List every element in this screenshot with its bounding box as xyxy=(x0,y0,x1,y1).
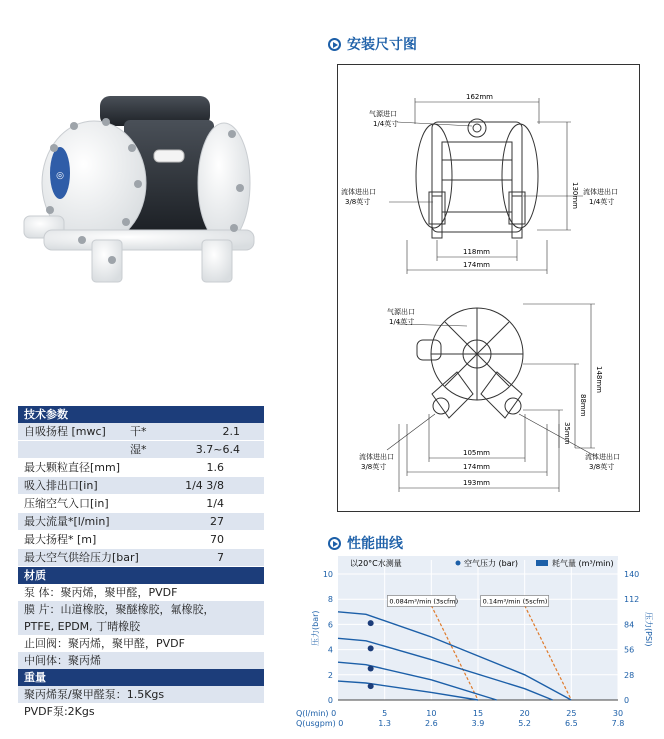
spec-row xyxy=(18,477,264,495)
material-item: PTFE, EPDM, 丁晴橡胶 xyxy=(18,618,264,635)
material-item: 止回阀：聚丙烯，聚甲醛，PVDF xyxy=(24,637,185,650)
x-tick-lmin: 10 xyxy=(426,709,437,718)
spec-row xyxy=(18,531,264,549)
spec-label: 最大空气供给压力[bar] xyxy=(24,551,139,564)
legend-air-pressure: 空气压力 (bar) xyxy=(464,559,519,568)
install-title-text: 安装尺寸图 xyxy=(347,37,417,53)
label-air-in: 气源进口 xyxy=(369,110,397,118)
spec-row xyxy=(18,495,264,513)
spec-label: 最大流量*[l/min] xyxy=(24,515,110,528)
air-pressure-point xyxy=(368,620,374,626)
spec-row-dry xyxy=(18,423,264,441)
x-tick-usgpm: 2.6 xyxy=(424,719,438,728)
weight-header: 重量 xyxy=(18,669,264,686)
spec-value: 1/4 3/8 xyxy=(185,479,224,492)
label-fluid-l-size: 3/8英寸 xyxy=(361,463,387,471)
dim-174-top: 174mm xyxy=(463,261,490,269)
x-tick-lmin: 20 xyxy=(519,709,530,718)
dry-value: 2.1 xyxy=(222,425,240,438)
dim-105: 105mm xyxy=(463,449,490,457)
label-fluid-in-size: 3/8英寸 xyxy=(345,198,371,206)
label-air-in-size: 1/4英寸 xyxy=(373,120,399,128)
y-tick-psi: 84 xyxy=(624,620,635,630)
install-title xyxy=(328,34,417,54)
y-tick-psi: 28 xyxy=(624,670,635,680)
spec-label: 吸入排出口[in] xyxy=(24,479,98,492)
spec-value: 27 xyxy=(210,515,224,528)
spec-header: 技术参数 xyxy=(18,406,264,423)
dim-162: 162mm xyxy=(466,93,493,101)
dim-88: 88mm xyxy=(579,394,587,417)
spec-row-wet xyxy=(18,441,264,459)
spec-value: 70 xyxy=(210,533,224,546)
spec-value: 7 xyxy=(217,551,224,564)
x-tick-usgpm: 5.2 xyxy=(518,719,532,728)
y-tick-bar: 6 xyxy=(327,620,333,630)
x-tick-usgpm: 1.3 xyxy=(378,719,392,728)
x-tick-lmin: 5 xyxy=(382,709,388,718)
material-item: 泵 体：聚丙烯，聚甲醛，PVDF xyxy=(24,586,178,599)
air-pressure-point xyxy=(368,645,374,651)
spec-row xyxy=(18,459,264,477)
spec-label: 压缩空气入口[in] xyxy=(24,497,109,510)
materials-header: 材质 xyxy=(18,567,264,584)
chart-note: 以20°C水测量 xyxy=(350,559,402,568)
y-tick-psi: 140 xyxy=(624,570,640,579)
svg-text:◎: ◎ xyxy=(56,171,64,181)
weight-item: PVDF泵:2Kgs xyxy=(24,705,95,718)
label-fluid-r: 流体进出口 xyxy=(585,453,620,461)
perf-title-text: 性能曲线 xyxy=(347,536,403,552)
label-air-out: 气源出口 xyxy=(387,308,415,316)
wet-value: 3.7~6.4 xyxy=(195,443,240,456)
xlabel-usgpm: Q(usgpm) 0 xyxy=(296,719,344,728)
label-fluid-out: 流体进出口 xyxy=(583,188,618,196)
spec-value: 1.6 xyxy=(206,461,224,474)
dim-130: 130mm xyxy=(571,182,579,209)
x-tick-usgpm: 7.8 xyxy=(611,719,625,728)
legend-bar-icon xyxy=(536,560,548,566)
play-circle-icon xyxy=(328,38,341,51)
x-tick-lmin: 15 xyxy=(472,709,484,718)
spec-value: 1/4 xyxy=(206,497,224,510)
ylabel-right: 压力(PSI) xyxy=(644,612,653,647)
suction-label: 自吸扬程 [mwc] xyxy=(24,425,106,438)
x-tick-lmin: 25 xyxy=(566,709,577,718)
y-tick-bar: 8 xyxy=(327,595,333,605)
y-tick-psi: 0 xyxy=(624,696,630,705)
dim-148: 148mm xyxy=(595,366,603,393)
wet-label: 湿* xyxy=(130,443,147,456)
x-tick-usgpm: 3.9 xyxy=(471,719,485,728)
material-item: 中间体：聚丙烯 xyxy=(18,652,264,669)
pump-image xyxy=(14,88,266,288)
air-consumption-label: 0.084m³/min (3scfm) xyxy=(389,597,459,606)
label-fluid-out-size: 1/4英寸 xyxy=(589,198,615,206)
dim-193: 193mm xyxy=(463,479,490,487)
xlabel-lmin: Q(l/min) 0 xyxy=(296,709,337,718)
ylabel-left: 压力(bar) xyxy=(311,610,320,646)
dimension-drawing xyxy=(337,64,640,512)
weight-item: 聚丙烯泵/聚甲醛泵：1.5Kgs xyxy=(18,686,264,703)
y-tick-bar: 0 xyxy=(327,696,333,705)
y-tick-bar: 2 xyxy=(327,670,333,680)
spec-row xyxy=(18,549,264,567)
label-air-out-size: 1/4英寸 xyxy=(389,318,415,326)
y-tick-psi: 56 xyxy=(624,645,635,655)
label-fluid-l: 流体进出口 xyxy=(359,453,394,461)
label-fluid-in: 流体进出口 xyxy=(341,188,376,196)
dim-118: 118mm xyxy=(463,248,490,256)
x-tick-usgpm: 6.5 xyxy=(564,719,578,728)
play-circle-icon xyxy=(328,537,341,550)
y-tick-bar: 10 xyxy=(322,570,333,579)
y-tick-bar: 4 xyxy=(327,645,333,655)
performance-chart xyxy=(292,552,656,732)
dry-label: 干* xyxy=(130,425,147,438)
spec-label: 最大颗粒直径[mm] xyxy=(24,461,121,474)
label-fluid-r-size: 3/8英寸 xyxy=(589,463,615,471)
x-tick-lmin: 30 xyxy=(612,709,624,718)
legend-air-consumption: 耗气量 (m³/min) xyxy=(552,559,614,568)
spec-row xyxy=(18,513,264,531)
air-pressure-point xyxy=(368,683,374,689)
dim-35: 35mm xyxy=(563,422,571,445)
perf-title xyxy=(328,533,403,553)
legend-dot-icon xyxy=(456,561,461,566)
air-pressure-point xyxy=(368,666,374,672)
spec-table xyxy=(18,406,264,720)
material-item: 膜 片：山道橡胶，聚醚橡胶，氟橡胶， xyxy=(18,601,264,618)
dim-174-side: 174mm xyxy=(463,463,490,471)
spec-label: 最大扬程* [m] xyxy=(24,533,97,546)
y-tick-psi: 112 xyxy=(624,595,640,605)
air-consumption-label: 0.14m³/min (5scfm) xyxy=(482,597,548,606)
